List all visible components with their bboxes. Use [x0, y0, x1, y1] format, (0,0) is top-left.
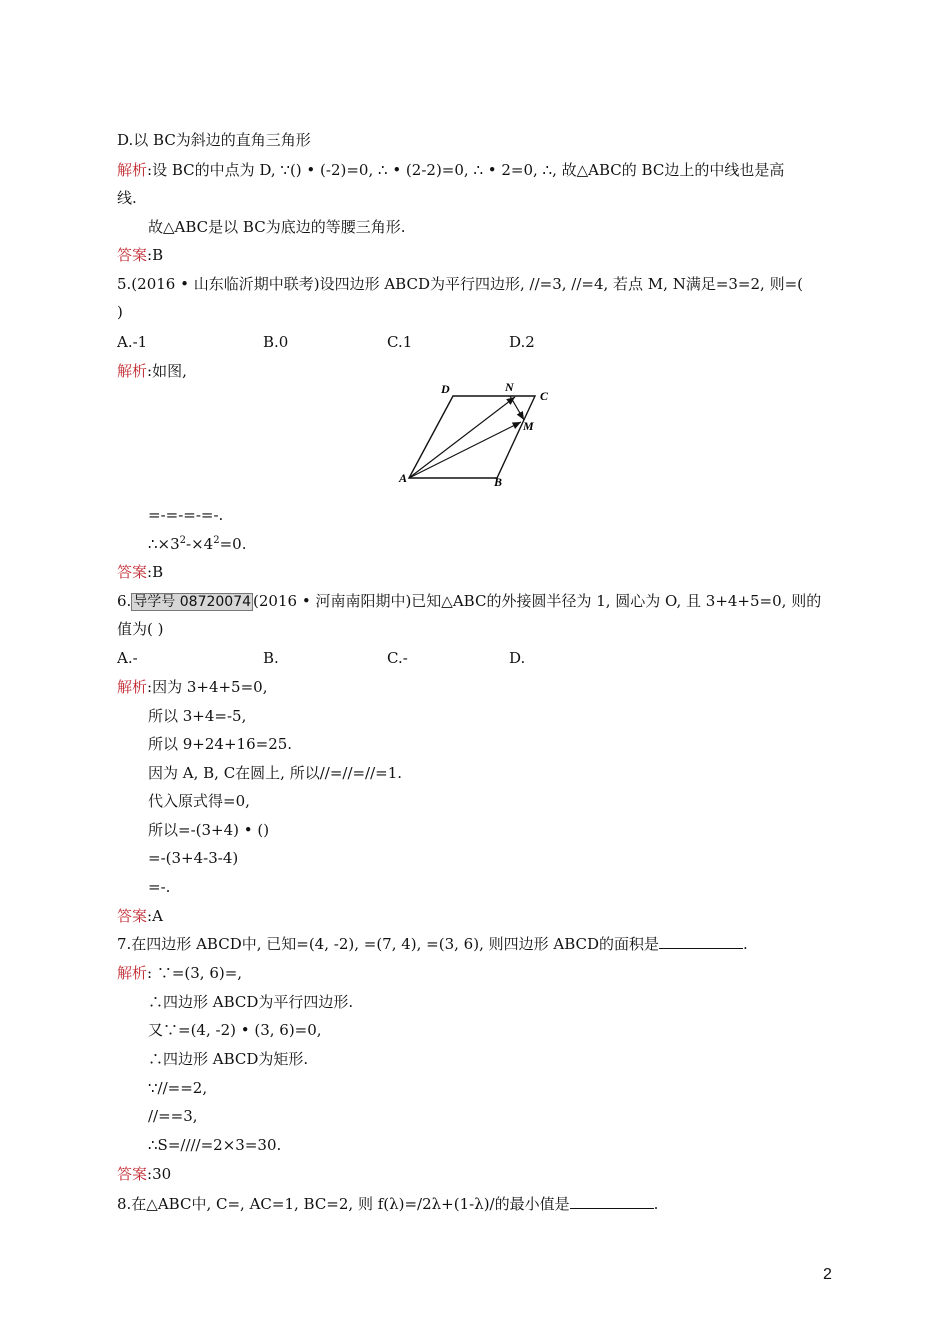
vector-am	[409, 422, 521, 478]
solution-line: 解析: ∵=(3, 6)=,	[117, 964, 243, 982]
q5-option-d: D.2	[509, 333, 535, 351]
answer-label: 答案	[117, 1165, 148, 1183]
solution-line: 解析:因为 3+4+5=0,	[117, 678, 268, 696]
answer-line: 答案:B	[117, 563, 164, 581]
label-d: D	[441, 382, 450, 396]
question-5-cont: )	[117, 303, 123, 321]
page-number: 2	[823, 1266, 832, 1283]
parallelogram-shape	[409, 396, 535, 478]
solution-line: //==3,	[148, 1107, 198, 1125]
q5-option-a: A.-1	[117, 333, 148, 351]
answer-label: 答案	[117, 563, 148, 581]
answer-line: 答案:A	[117, 907, 163, 925]
answer-blank	[659, 934, 743, 949]
answer-blank	[570, 1194, 654, 1209]
q6-option-b: B.	[263, 649, 279, 667]
q5-option-b: B.0	[263, 333, 289, 351]
q6-option-d: D.	[509, 649, 526, 667]
answer-line: 答案:B	[117, 246, 164, 264]
q6-option-a: A.-	[117, 649, 138, 667]
solution-line: 解析:设 BC的中点为 D, ∵() • (-2)=0, ∴ • (2-2)=0, ∴ • 2=0, ∴, 故△ABC的 BC边上的中线也是高	[117, 161, 785, 179]
answer-line: 答案:30	[117, 1165, 172, 1183]
solution-line: 代入原式得=0,	[148, 792, 250, 810]
solution-line: 所以 3+4=-5,	[148, 707, 247, 725]
solution-line: 所以=-(3+4) • ()	[148, 821, 270, 839]
question-5: 5.(2016 • 山东临沂期中联考)设四边形 ABCD为平行四边形, //=3, //=4, 若点 M, N满足=3=2, 则=(	[117, 275, 803, 293]
question-7: 7.在四边形 ABCD中, 已知=(4, -2), =(7, 4), =(3, 6), 则四边形 ABCD的面积是 .	[117, 935, 748, 953]
solution-line: =-.	[148, 878, 171, 896]
solution-line: =-=-=-=-.	[148, 506, 224, 524]
solution-line: 又∵=(4, -2) • (3, 6)=0,	[148, 1021, 322, 1039]
guide-number-tag: 导学号 08720074	[133, 594, 252, 610]
label-b: B	[494, 475, 503, 489]
solution-line: 因为 A, B, C在圆上, 所以//=//=//=1.	[148, 764, 403, 782]
parallelogram-figure	[397, 380, 567, 495]
vector-an	[409, 397, 515, 478]
question-6-cont: 值为( )	[117, 620, 164, 638]
question-8: 8.在△ABC中, C=, AC=1, BC=2, 则 f(λ)=/2λ+(1-λ)/的最小值是 .	[117, 1195, 659, 1213]
label-c: C	[540, 389, 549, 403]
solution-label: 解析	[117, 161, 148, 179]
q6-option-c: C.-	[387, 649, 408, 667]
solution-line: $\therefore\times 3^2-\times 4^2=0$.	[148, 535, 247, 553]
vector-nm	[510, 396, 524, 420]
answer-label: 答案	[117, 246, 148, 264]
solution-line: 线.	[117, 189, 137, 207]
solution-label: 解析	[117, 964, 148, 982]
solution-line: ∴四边形 ABCD为平行四边形.	[148, 993, 354, 1011]
q5-option-c: C.1	[387, 333, 413, 351]
solution-line: ∴S=////=2×3=30.	[148, 1136, 282, 1154]
solution-line: 所以 9+24+16=25.	[148, 735, 293, 753]
label-m: M	[523, 419, 534, 433]
question-6: 6. 导学号 08720074 (2016 • 河南南阳期中)已知△ABC的外接圆半径为 1, 圆心为 O, 且 3+4+5=0, 则的	[117, 592, 822, 610]
solution-label: 解析	[117, 678, 148, 696]
solution-label: 解析	[117, 362, 148, 380]
label-a: A	[399, 471, 408, 485]
solution-line: =-(3+4-3-4)	[148, 849, 239, 867]
label-n: N	[505, 380, 514, 394]
answer-label: 答案	[117, 907, 148, 925]
solution-line: ∴四边形 ABCD为矩形.	[148, 1050, 309, 1068]
option-d-line: D.以 BC为斜边的直角三角形	[117, 131, 311, 149]
solution-line: 解析:如图,	[117, 362, 187, 380]
solution-line: ∵//==2,	[148, 1079, 208, 1097]
solution-line: 故△ABC是以 BC为底边的等腰三角形.	[148, 218, 406, 236]
